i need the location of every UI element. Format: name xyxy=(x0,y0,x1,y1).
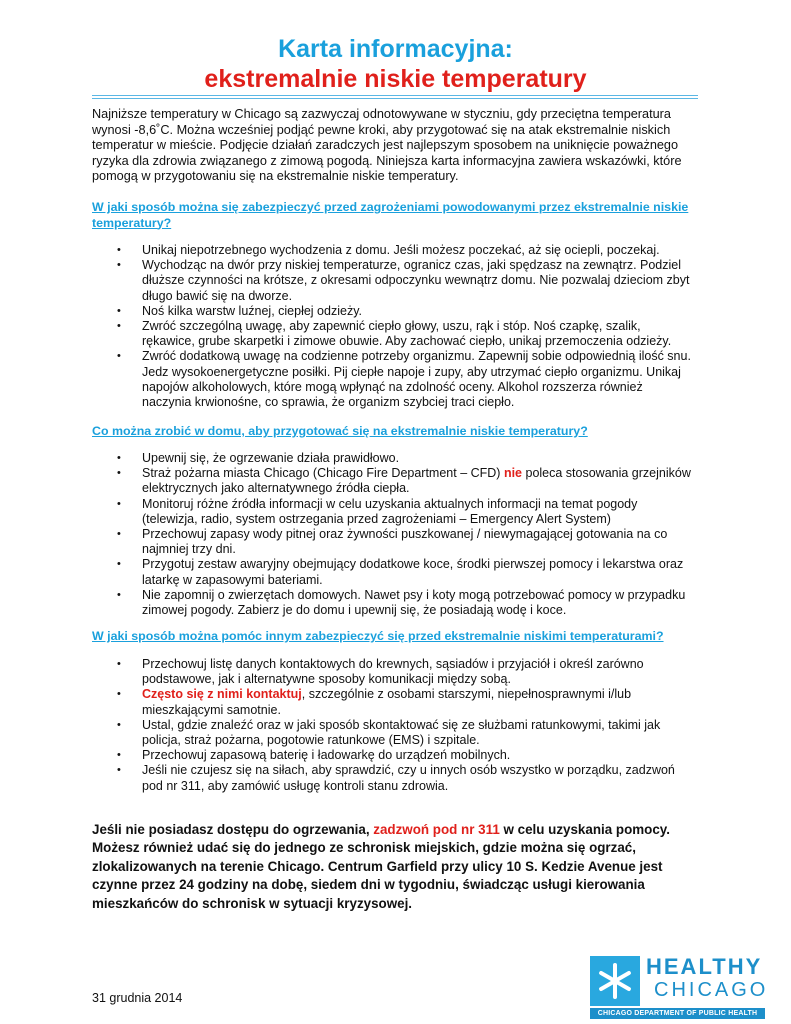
intro-paragraph: Najniższe temperatury w Chicago są zazwyczaj odnotowywane w styczniu, gdy przeciętna temperatura wynosi -8,6˚C. Można wcześniej podjąć pewne kroki, aby przygotować się na atak ekstremalnie niskich temperatur w mieście. Podjęcie działań zaradczych jest najlepszym sposobem na uniknięcie poważnego ryzyka dla zdrowia związanego z zimową pogodą. Niniejsza karta informacyjna zawiera wskazówki, które pomogą w przygotowaniu się na ekstremalnie niskie temperatury. xyxy=(92,107,682,183)
list-item: • Ustal, gdzie znaleźć oraz w jaki sposób skontaktować się ze służbami ratunkowymi, takimi jak policja, straż pożarna, pogotowie ratunkowe (EMS) i szpitale. xyxy=(117,717,661,748)
section-3-heading: W jaki sposób można pomóc innym zabezpieczyć się przed ekstremalnie niskimi temperaturami? xyxy=(92,629,664,643)
list-item: • Upewnij się, że ogrzewanie działa prawidłowo. xyxy=(117,451,400,465)
logo-healthy-text: HEALTHY xyxy=(646,954,763,979)
title-divider-top xyxy=(92,95,698,96)
list-item: • Nie zapomnij o zwierzętach domowych. Nawet psy i koty mogą potrzebować pomocy w przypadku zimowej pogody. Zabierz je do domu i upewnij się, że posiadają wodę i koce. xyxy=(117,587,686,618)
bullet-icon: • xyxy=(117,528,121,541)
list-item: • Przechowuj zapasy wody pitnej oraz żywności puszkowanej / niewymagającej gotowania na co najmniej trzy dni. xyxy=(117,527,668,557)
bullet-icon: • xyxy=(117,452,121,464)
list-item: • Jeśli nie czujesz się na siłach, aby sprawdzić, czy u innych osób wszystko w porządku, zadzwoń pod nr 311, aby zamówić usługę kontroli stanu zdrowia. xyxy=(117,763,675,793)
page-title-line-2: ekstremalnie niskie temperatury xyxy=(204,65,587,93)
section-2-list xyxy=(92,451,702,618)
list-item: • Przechowuj zapasową baterię i ładowarkę do urządzeń mobilnych. xyxy=(117,748,511,763)
title-divider-bottom xyxy=(92,98,698,99)
bullet-icon: • xyxy=(117,558,121,571)
section-2-heading: Co można zrobić w domu, aby przygotować się na ekstremalnie niskie temperatury? xyxy=(92,424,588,438)
list-item: • Zwróć szczególną uwagę, aby zapewnić ciepło głowy, uszu, rąk i stóp. Noś czapkę, szalik, rękawice, grube skarpetki i zimowe obuwie. Aby zachować ciepło, unikaj przemoczenia odzieży. xyxy=(117,319,672,349)
list-item: • Przechowuj listę danych kontaktowych do krewnych, sąsiadów i przyjaciół i określ zarówno podstawowe, jak i alternatywne sposoby komunikacji między sobą. xyxy=(117,657,644,687)
bullet-icon: • xyxy=(117,244,121,256)
bullet-icon: • xyxy=(117,259,121,272)
section-1-heading: W jaki sposób można się zabezpieczyć przed zagrożeniami powodowanymi przez ekstremalnie niskie temperatury? xyxy=(92,200,689,230)
bullet-icon: • xyxy=(117,467,121,480)
list-item: • Przygotuj zestaw awaryjny obejmujący dodatkowe koce, środki pierwszej pomocy i lekarstwa oraz latarkę w zapasowymi bateriami. xyxy=(117,557,684,587)
list-item: • Monitoruj różne źródła informacji w celu uzyskania aktualnych informacji na temat pogody (telewizja, radio, system ostrzegania przed zagrożeniami – Emergency Alert System) xyxy=(117,496,638,526)
section-3-list xyxy=(92,657,702,794)
emphasis-call-311: zadzwoń pod nr 311 xyxy=(373,822,500,837)
bullet-icon: • xyxy=(117,497,121,510)
emphasis-contact: Często się z nimi kontaktuj xyxy=(142,687,302,702)
list-item: • Zwróć dodatkową uwagę na codzienne potrzeby organizmu. Zapewnij sobie odpowiednią ilość snu. Jedz wysokoenergetyczne posiłki. Pij ciepłe napoje i zupy, aby utrzymać ciepło organizmu. Unikaj napojów alkoholowych, które mogą wpłynąć na zdolność oceny. Alkohol rozszerza również naczynia krwionośne, co sprawia, że organizm szybciej traci ciepło. xyxy=(117,349,691,410)
section-1-list xyxy=(92,243,702,410)
logo-department-text: CHICAGO DEPARTMENT OF PUBLIC HEALTH xyxy=(590,1008,765,1019)
closing-paragraph: Jeśli nie posiadasz dostępu do ogrzewania, zadzwoń pod nr 311 w celu uzyskania pomocy. Możesz również udać się do jednego ze schronisk miejskich, gdzie można się ogrzać, zlokalizowanych na terenie Chicago. Centrum Garfield przy ulicy 10 S. Kedzie Avenue jest czynne przez 24 godziny na dobę, siedem dni w tygodniu, świadcząc usługi kierowania mieszkańców do schronisk w sytuacji kryzysowej. xyxy=(92,822,670,911)
bullet-icon: • xyxy=(117,320,121,333)
logo-chicago-text: CHICAGO xyxy=(654,979,769,1001)
bullet-icon: • xyxy=(117,749,121,762)
bullet-icon: • xyxy=(117,718,121,731)
page-title-line-1: Karta informacyjna: xyxy=(278,35,513,63)
bullet-icon: • xyxy=(117,658,121,670)
list-item: • Straż pożarna miasta Chicago (Chicago Fire Department – CFD) nie poleca stosowania grzejników elektrycznych jako alternatywnego źródła ciepła. xyxy=(117,466,691,496)
document-date: 31 grudnia 2014 xyxy=(92,991,183,1005)
list-item: • Unikaj niepotrzebnego wychodzenia z domu. Jeśli możesz poczekać, aż się ociepli, poczekaj. xyxy=(117,243,660,257)
bullet-icon: • xyxy=(117,350,121,363)
list-item: • Często się z nimi kontaktuj, szczególnie z osobami starszymi, niepełnosprawnymi i/lub mieszkającymi samotnie. xyxy=(117,687,632,717)
emphasis-not: nie xyxy=(503,466,523,481)
bullet-icon: • xyxy=(117,588,121,601)
list-item: • Noś kilka warstw luźnej, ciepłej odzieży. xyxy=(117,303,362,318)
bullet-icon: • xyxy=(117,764,121,777)
bullet-icon: • xyxy=(117,304,121,317)
healthy-chicago-logo xyxy=(590,954,769,1020)
bullet-icon: • xyxy=(117,688,121,701)
star-icon xyxy=(590,956,640,1006)
list-item: • Wychodząc na dwór przy niskiej temperaturze, ogranicz czas, jaki spędzasz na zewnątrz. Podziel dłuższe czynności na krótsze, z okresami odpoczynku wewnątrz domu. Nie pozwalaj dzieciom zbyt długo bawić się na dworze. xyxy=(117,258,690,303)
